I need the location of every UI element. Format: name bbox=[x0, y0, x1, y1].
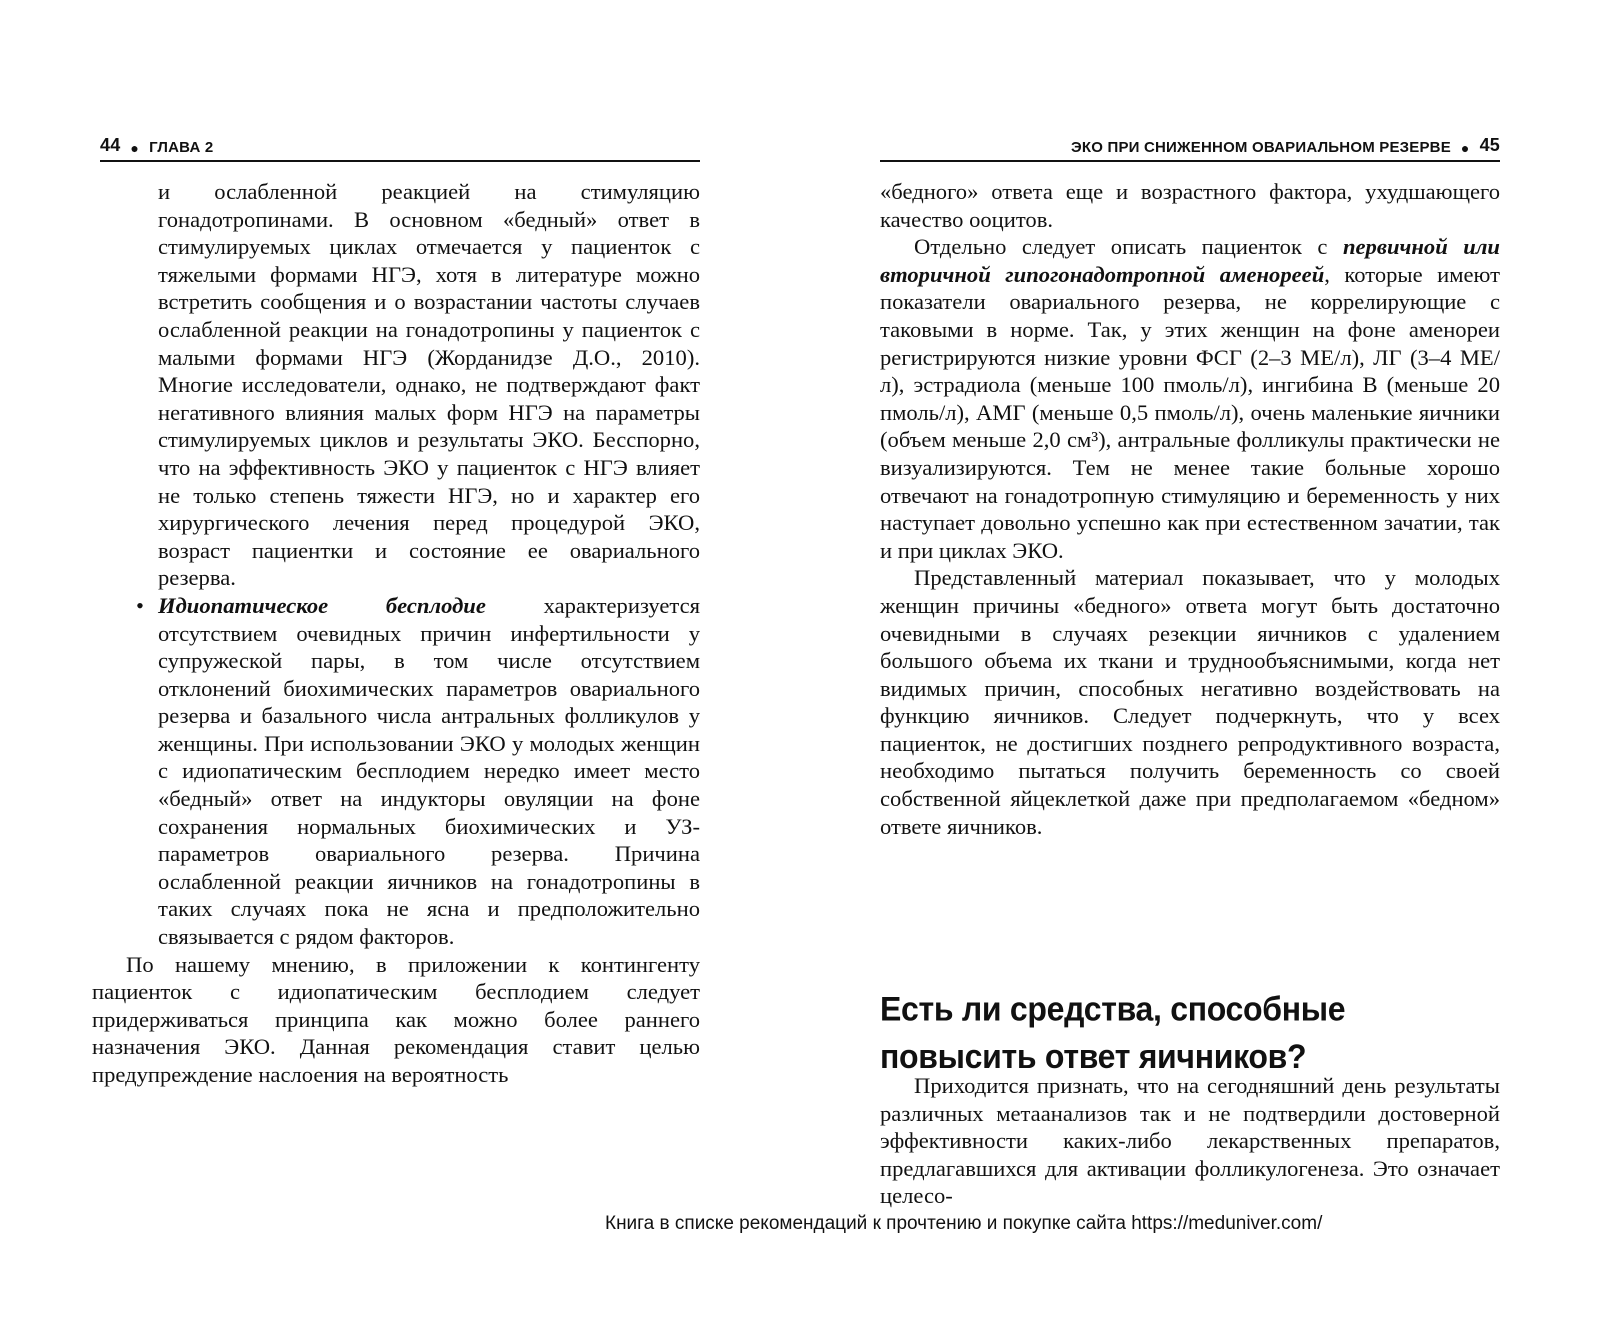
paragraph-opinion: По нашему мнению, в приложении к контингенту пациенток с идиопатическим бесплодием следует придерживаться принципа как можно более раннего назначения ЭКО. Данная рекомендация ставит целью предупреждение наслоения на вероятность bbox=[92, 951, 700, 1087]
section-title bbox=[880, 985, 1500, 1080]
watermark-caption: Книга в списке рекомендаций к прочтению и покупке сайта https://meduniver.com/ bbox=[605, 1213, 1323, 1234]
bullet-item-idiopathic bbox=[92, 592, 700, 951]
left-chapter-label: ГЛАВА 2 bbox=[149, 139, 214, 156]
left-page bbox=[0, 0, 720, 1320]
right-page bbox=[880, 0, 1500, 1320]
paragraph-continue: «бедного» ответа еще и возрастного фактора, ухудшающего качество ооцитов. bbox=[880, 179, 1500, 232]
bullet-term: Идиопатическое бесплодие bbox=[158, 592, 486, 618]
amenorrhea-lead: Отдельно следует описать пациенток с bbox=[914, 234, 1343, 260]
paragraph-intro: и ослабленной реакцией на стимуляцию гонадотропинами. В основном «бедный» ответ в стимулируемых циклах отмечается у пациенток с тяжелыми формами НГЭ, хотя в литературе можно встретить сообщения и о возрастании частоты случаев ослабленной реакции на гонадотропины у пациенток с малыми формами НГЭ (Жорданидзе Д.О., 2010). Многие исследователи, однако, не подтверждают факт негативного влияния малых форм НГЭ на параметры стимулируемых циклов и результаты ЭКО. Бесспорно, что на эффективность ЭКО у пациенток с НГЭ влияет не только степень тяжести НГЭ, но и характер его хирургического лечения перед процедурой ЭКО, возраст пациентки и состояние ее овариального резерва. bbox=[158, 179, 700, 591]
paragraph-amenorrhea bbox=[880, 233, 1500, 564]
paragraph-section: Приходится признать, что на сегодняшний день результаты различных метаанализов так и не подтвердили достоверной эффективности каких-либо лекарственных препаратов, предлагавшихся для активации фолликулогенеза. Это означает целесо- bbox=[880, 1073, 1500, 1209]
bullet-icon: • bbox=[136, 592, 144, 618]
right-running-head bbox=[880, 134, 1500, 162]
section-title-line-2: повысить ответ яичников? bbox=[880, 1036, 1307, 1076]
right-page-body bbox=[880, 178, 1500, 840]
left-page-number: 44 bbox=[100, 135, 121, 155]
left-running-head bbox=[100, 134, 700, 162]
bullet-separator-icon: ● bbox=[1460, 140, 1470, 156]
right-page-number: 45 bbox=[1479, 135, 1500, 155]
amenorrhea-term: первичной или вторичной гипогонадотропной аменореей bbox=[880, 234, 1500, 287]
section-body bbox=[880, 1072, 1500, 1210]
amenorrhea-rest: , которые имеют показатели овариального резерва, не коррелирующие с таковыми в норме. Так, у этих женщин на фоне аменореи регистрируются низкие уровни ФСГ (2–3 МЕ/л), ЛГ (3–4 МЕ/л), эстрадиола (меньше 100 пмоль/л), ингибина В (меньше 20 пмоль/л), АМГ (меньше 0,5 пмоль/л), очень маленькие яичники (объем меньше 2,0 см³), антральные фолликулы практически не визуализируются. Тем не менее такие больные хорошо отвечают на гонадотропную стимуляцию и беременность у них наступает довольно успешно как при естественном зачатии, так и при циклах ЭКО. bbox=[880, 261, 1500, 563]
section-title-line-1: Есть ли средства, способные bbox=[880, 989, 1346, 1029]
bullet-text: характеризуется отсутствием очевидных причин инфертильности у супружеской пары, в том числе отсутствием отклонений биохимических параметров овариального резерва и базального числа антральных фолликулов у женщины. При использовании ЭКО у молодых женщин с идиопатическим бесплодием нередко имеет место «бедный» ответ на индукторы овуляции на фоне сохранения нормальных биохимических и УЗ-параметров овариального резерва. Причина ослабленной реакции яичников на гонадотропины в таких случаях пока не ясна и предположительно связывается с рядом факторов. bbox=[158, 592, 700, 950]
bullet-separator-icon: ● bbox=[130, 140, 140, 156]
paragraph-summary: Представленный материал показывает, что у молодых женщин причины «бедного» ответа могут быть достаточно очевидными в случаях резекции яичников с удалением большого объема их ткани и труднообъяснимыми, когда нет видимых причин, способных негативно воздействовать на функцию яичников. Следует подчеркнуть, что у всех пациенток, не достигших позднего репродуктивного возраста, необходимо пытаться получить беременность со своей собственной яйцеклеткой даже при предполагаемом «бедном» ответе яичников. bbox=[880, 565, 1500, 839]
right-chapter-label: ЭКО ПРИ СНИЖЕННОМ ОВАРИАЛЬНОМ РЕЗЕРВЕ bbox=[1071, 139, 1451, 156]
left-page-body bbox=[92, 178, 700, 1089]
